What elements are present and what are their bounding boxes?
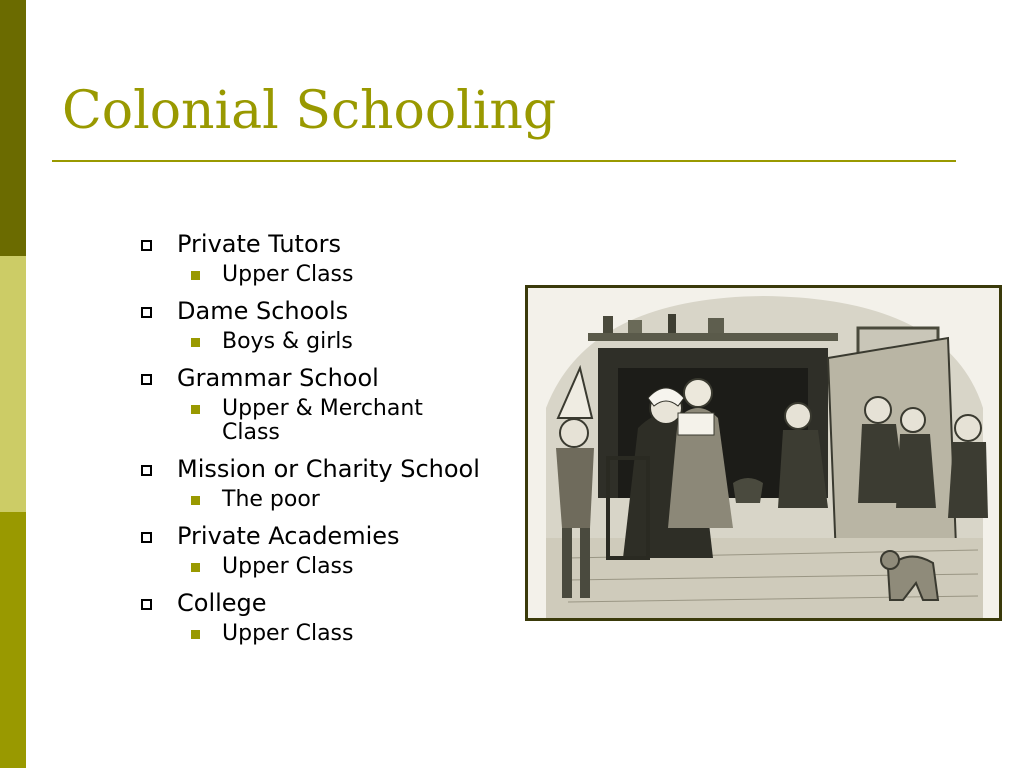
- filled-square-icon: [191, 563, 200, 572]
- sub-list-item: [177, 622, 480, 646]
- hollow-square-icon: [141, 532, 152, 543]
- slide-title: Colonial Schooling: [62, 81, 557, 141]
- sub-list-item: [177, 263, 480, 287]
- decor-bar-middle: [0, 256, 26, 512]
- list-item: [140, 590, 480, 646]
- list-item-label: Grammar School: [177, 364, 379, 392]
- sub-list-item-label: Upper Class: [222, 262, 354, 287]
- list-item: [140, 456, 480, 512]
- list-item-label: Dame Schools: [177, 297, 349, 325]
- sub-list-item-label: The poor: [222, 487, 320, 512]
- title-underline: [52, 160, 956, 162]
- hollow-square-icon: [141, 240, 152, 251]
- list-item: [140, 523, 480, 579]
- sub-list-item: [177, 330, 480, 354]
- hollow-square-icon: [141, 307, 152, 318]
- filled-square-icon: [191, 338, 200, 347]
- filled-square-icon: [191, 405, 200, 414]
- decor-bar-top: [0, 0, 26, 256]
- hollow-square-icon: [141, 599, 152, 610]
- sub-list-item-label: Upper Class: [222, 554, 354, 579]
- filled-square-icon: [191, 496, 200, 505]
- hollow-square-icon: [141, 465, 152, 476]
- sub-list-item: [177, 397, 480, 445]
- classroom-engraving-image: [528, 288, 999, 618]
- decor-bar-bottom: [0, 512, 26, 768]
- hollow-square-icon: [141, 374, 152, 385]
- list-item-label: College: [177, 589, 267, 617]
- list-item: [140, 298, 480, 354]
- sub-list-item: [177, 488, 480, 512]
- sub-list-item: [177, 555, 480, 579]
- classroom-illustration: [525, 285, 1002, 621]
- filled-square-icon: [191, 271, 200, 280]
- list-item: [140, 231, 480, 287]
- list-item: [140, 365, 480, 445]
- bullet-list: [140, 231, 480, 657]
- list-item-label: Private Academies: [177, 522, 400, 550]
- sub-list-item-label: Upper Class: [222, 621, 354, 646]
- filled-square-icon: [191, 630, 200, 639]
- list-item-label: Mission or Charity School: [177, 455, 480, 483]
- sub-list-item-label: Boys & girls: [222, 329, 353, 354]
- sub-list-item-label: Upper & Merchant Class: [222, 396, 423, 445]
- list-item-label: Private Tutors: [177, 230, 341, 258]
